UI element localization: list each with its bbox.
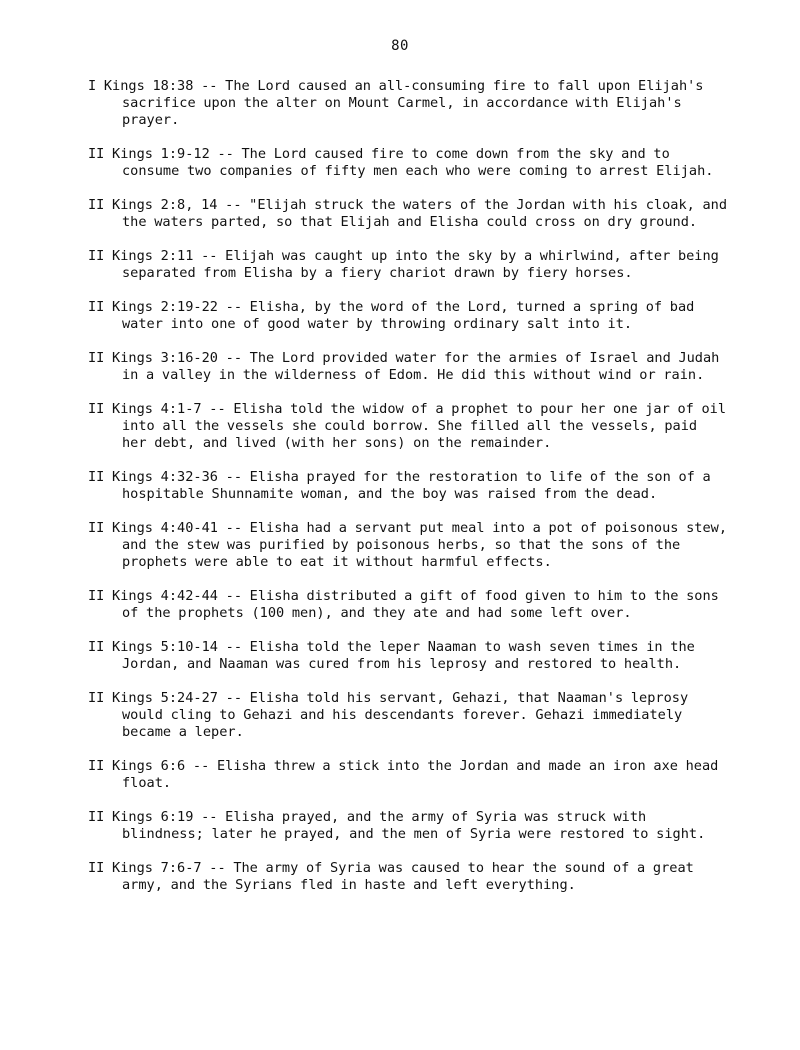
- list-item: II Kings 4:40-41 -- Elisha had a servant put meal into a pot of poisonous stew, and the stew was purified by poisonous herbs, so that the sons of the prophets were able to eat it without harmful effects.: [88, 520, 728, 570]
- list-item: II Kings 5:10-14 -- Elisha told the leper Naaman to wash seven times in the Jordan, and Naaman was cured from his leprosy and restored to health.: [88, 639, 695, 672]
- list-item: II Kings 5:24-27 -- Elisha told his servant, Gehazi, that Naaman's leprosy would cling to Gehazi and his descendants forever. Gehazi immediately became a leper.: [88, 690, 689, 740]
- list-item: II Kings 3:16-20 -- The Lord provided water for the armies of Israel and Judah in a valley in the wilderness of Edom. He did this without wind or rain.: [88, 350, 720, 383]
- list-item: II Kings 4:42-44 -- Elisha distributed a gift of food given to him to the sons of the prophets (100 men), and they ate and had some left over.: [88, 588, 719, 621]
- list-item: II Kings 2:8, 14 -- "Elijah struck the waters of the Jordan with his cloak, and the waters parted, so that Elijah and Elisha could cross on dry ground.: [88, 197, 728, 230]
- list-item: II Kings 6:19 -- Elisha prayed, and the army of Syria was struck with blindness; later he prayed, and the men of Syria were restored to sight.: [88, 809, 706, 842]
- list-item: I Kings 18:38 -- The Lord caused an all-consuming fire to fall upon Elijah's sacrifice upon the alter on Mount Carmel, in accordance with Elijah's prayer.: [88, 78, 704, 128]
- list-item: II Kings 7:6-7 -- The army of Syria was caused to hear the sound of a great army, and the Syrians fled in haste and left everything.: [88, 860, 694, 893]
- page-number: 80: [391, 38, 409, 54]
- list-item: II Kings 4:32-36 -- Elisha prayed for the restoration to life of the son of a hospitable Shunnamite woman, and the boy was raised from the dead.: [88, 469, 711, 502]
- list-item: II Kings 6:6 -- Elisha threw a stick into the Jordan and made an iron axe head float.: [88, 758, 719, 791]
- list-item: II Kings 4:1-7 -- Elisha told the widow of a prophet to pour her one jar of oil into all the vessels she could borrow. She filled all the vessels, paid her debt, and lived (with her sons) on the remainder.: [88, 401, 727, 451]
- list-item: II Kings 2:19-22 -- Elisha, by the word of the Lord, turned a spring of bad water into one of good water by throwing ordinary salt into it.: [88, 299, 695, 332]
- list-item: II Kings 1:9-12 -- The Lord caused fire to come down from the sky and to consume two companies of fifty men each who were coming to arrest Elijah.: [88, 146, 714, 179]
- miracle-list: [88, 78, 728, 911]
- list-item: II Kings 2:11 -- Elijah was caught up into the sky by a whirlwind, after being separated from Elisha by a fiery chariot drawn by fiery horses.: [88, 248, 719, 281]
